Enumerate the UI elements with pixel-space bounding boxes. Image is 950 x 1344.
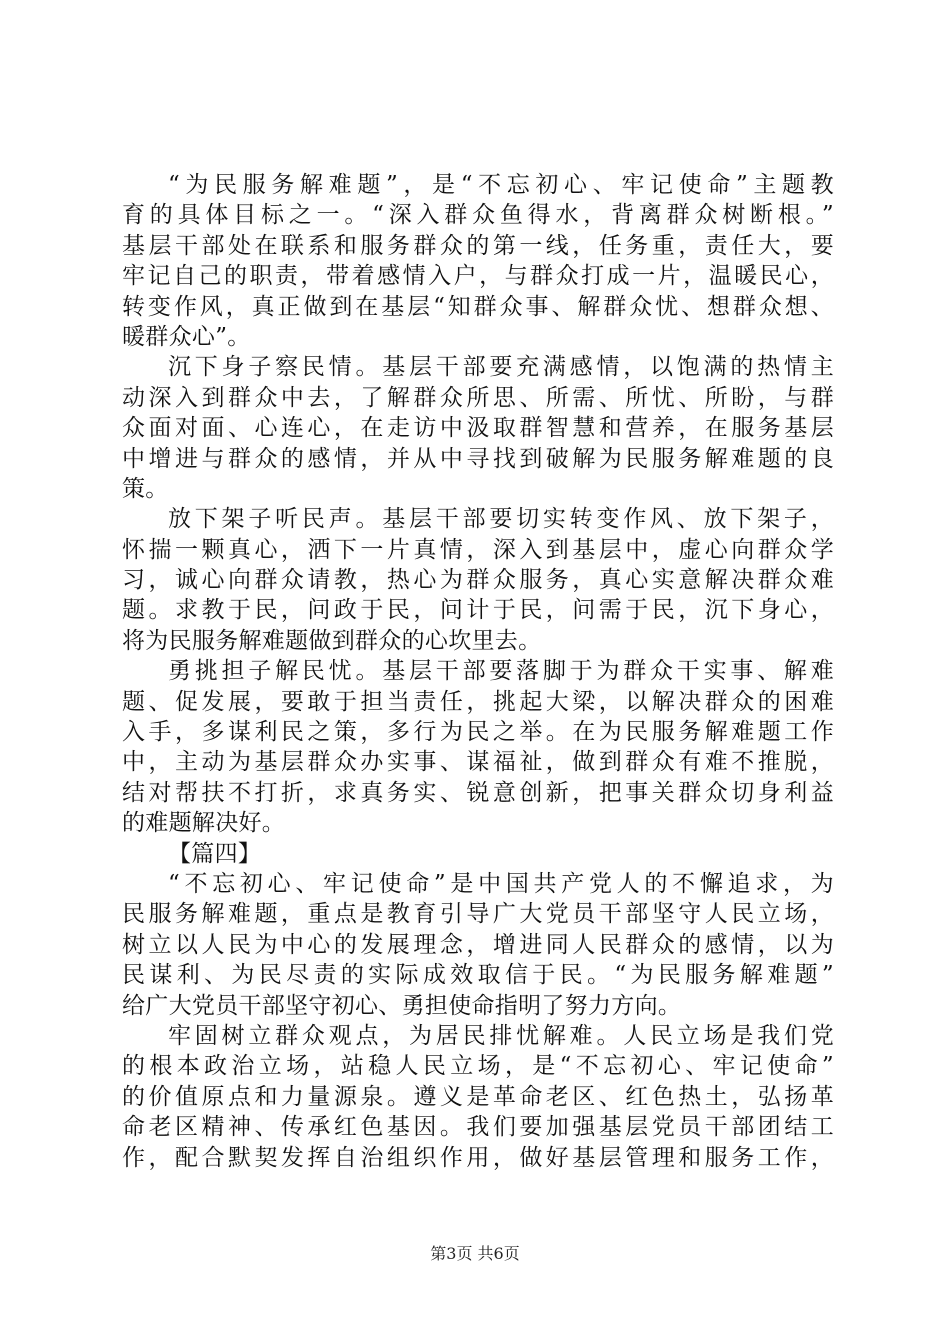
text-line: 命老区精神、传承红色基因。我们要加强基层党员干部团结工 bbox=[122, 1114, 834, 1141]
text-line: 民服务解难题，重点是教育引导广大党员干部坚守人民立场， bbox=[122, 901, 834, 928]
document-body bbox=[122, 170, 834, 1173]
text-line: 策。 bbox=[122, 475, 169, 502]
text-line: 作，配合默契发挥自治组织作用，做好基层管理和服务工作， bbox=[122, 1144, 834, 1171]
text-line: 基层干部处在联系和服务群众的第一线，任务重，责任大，要 bbox=[122, 232, 834, 259]
text-line: 题。求教于民，问政于民，问计于民，问需于民，沉下身心， bbox=[122, 597, 834, 624]
text-line: 牢固树立群众观点，为居民排忧解难。人民立场是我们党 bbox=[168, 1022, 834, 1049]
text-line: 牢记自己的职责，带着感情入户，与群众打成一片，温暖民心， bbox=[122, 263, 834, 290]
text-line: 入手，多谋利民之策，多行为民之举。在为民服务解难题工作 bbox=[122, 719, 834, 746]
text-line: 中增进与群众的感情，并从中寻找到破解为民服务解难题的良 bbox=[122, 445, 834, 472]
text-line: 动深入到群众中去，了解群众所思、所需、所忧、所盼，与群 bbox=[122, 384, 834, 411]
text-line: 结对帮扶不打折，求真务实、锐意创新，把事关群众切身利益 bbox=[122, 779, 834, 806]
text-line: “不忘初心、牢记使命”是中国共产党人的不懈追求，为 bbox=[168, 870, 834, 897]
text-line: 众面对面、心连心，在走访中汲取群智慧和营养，在服务基层 bbox=[122, 415, 834, 442]
text-line: 题、促发展，要敢于担当责任，挑起大梁，以解决群众的困难 bbox=[122, 688, 834, 715]
text-line: 民谋利、为民尽责的实际成效取信于民。“为民服务解难题” bbox=[122, 962, 834, 989]
text-line: 的价值原点和力量源泉。遵义是革命老区、红色热土，弘扬革 bbox=[122, 1083, 834, 1110]
text-line: 转变作风，真正做到在基层“知群众事、解群众忧、想群众想、 bbox=[122, 293, 834, 320]
page-footer: 第3页 共6页 bbox=[430, 1244, 520, 1263]
text-line: 勇挑担子解民忧。基层干部要落脚于为群众干实事、解难 bbox=[168, 658, 834, 685]
text-line: 中，主动为基层群众办实事、谋福祉，做到群众有难不推脱， bbox=[122, 749, 834, 776]
text-line: “为民服务解难题”，是“不忘初心、牢记使命”主题教 bbox=[168, 172, 834, 198]
text-line: 沉下身子察民情。基层干部要充满感情，以饱满的热情主 bbox=[168, 354, 834, 381]
text-line: 怀揣一颗真心，洒下一片真情，深入到基层中，虚心向群众学 bbox=[122, 536, 834, 563]
text-line: 习，诚心向群众请教，热心为群众服务，真心实意解决群众难 bbox=[122, 567, 834, 594]
text-line: 暖群众心”。 bbox=[122, 323, 251, 350]
text-line: 给广大党员干部坚守初心、勇担使命指明了努力方向。 bbox=[122, 992, 682, 1019]
text-line: 育的具体目标之一。“深入群众鱼得水，背离群众树断根。” bbox=[122, 202, 834, 229]
text-line: 将为民服务解难题做到群众的心坎里去。 bbox=[122, 627, 542, 654]
text-line: 【篇四】 bbox=[168, 840, 262, 867]
text-line: 树立以人民为中心的发展理念，增进同人民群众的感情，以为 bbox=[122, 931, 834, 958]
text-line: 的难题解决好。 bbox=[122, 810, 286, 837]
text-line: 放下架子听民声。基层干部要切实转变作风、放下架子， bbox=[168, 506, 834, 533]
text-line: 的根本政治立场，站稳人民立场，是“不忘初心、牢记使命” bbox=[122, 1053, 834, 1080]
